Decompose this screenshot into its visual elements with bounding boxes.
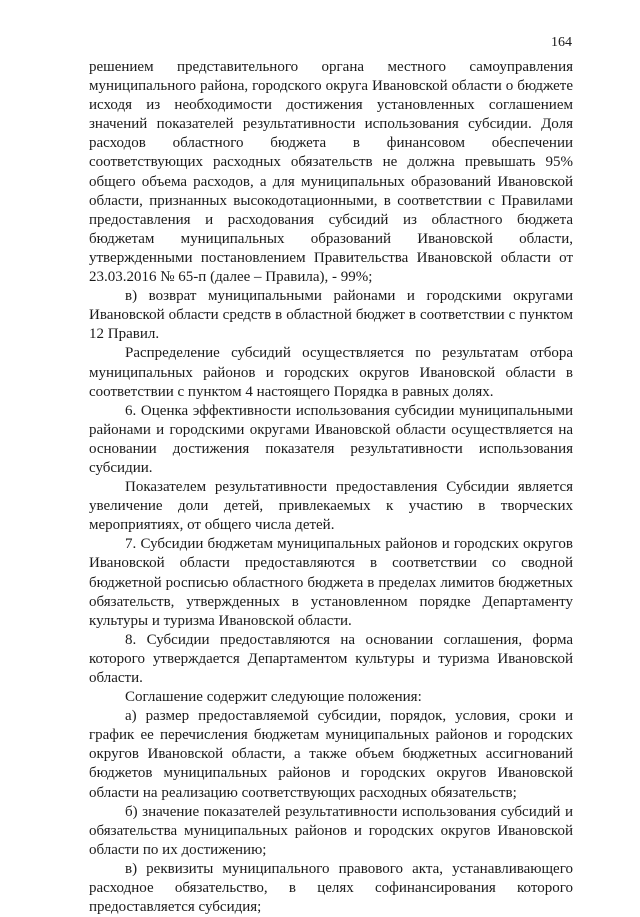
- paragraph-agreement-contents: Соглашение содержит следующие положения:: [125, 689, 422, 706]
- paragraph-7-provision: 7. Субсидии бюджетам муниципальных районов и городских округов Ивановской области предоставляются в соответствии со сводной бюджетной росписью областного бюджета в пределах лимитов бюджетных обязательств, утвержденных в установленном порядке Департаменту культуры и туризма Ивановской области.: [89, 536, 573, 629]
- paragraph-item-v-return: в) возврат муниципальными районами и городскими округами Ивановской области средств в областной бюджет в соответствии с пунктом 12 Правил.: [89, 288, 573, 343]
- paragraph-item-b: б) значение показателей результативности использования субсидий и обязательства муниципальных районов и городских округов Ивановской области по их достижению;: [89, 803, 573, 858]
- document-body: [89, 58, 573, 917]
- paragraph-8-agreement: 8. Субсидии предоставляются на основании соглашения, форма которого утверждается Департаментом культуры и туризма Ивановской области.: [89, 631, 573, 686]
- paragraph-continuation: решением представительного органа местного самоуправления муниципального района, городского округа Ивановской области о бюджете исходя из необходимости достижения установленных соглашением значений показателей результативности использования субсидии. Доля расходов областного бюджета в финансовом обеспечении соответствующих расходных обязательств не должна превышать 95% общего объема расходов, а для муниципальных образований Ивановской области, признанных высокодотационными, в соответствии с Правилами предоставления и расходования субсидий из областного бюджета бюджетам муниципальных образований Ивановской области, утвержденными постановлением Правительства Ивановской области от 23.03.2016 № 65-п (далее – Правила), - 99%;: [89, 59, 573, 286]
- paragraph-indicator: Показателем результативности предоставления Субсидии является увеличение доли детей, привлекаемых к участию в творческих мероприятиях, от общего числа детей.: [89, 479, 573, 534]
- paragraph-6-evaluation: 6. Оценка эффективности использования субсидии муниципальными районами и городскими округами Ивановской области осуществляется на основании достижения показателя результативности использования субсидии.: [89, 402, 573, 476]
- paragraph-item-a: а) размер предоставляемой субсидии, порядок, условия, сроки и график ее перечисления бюджетам муниципальных районов и городских округов Ивановской области, а также объем бюджетных ассигнований бюджетов муниципальных районов и городских округов Ивановской области на реализацию соответствующих расходных обязательств;: [89, 708, 573, 801]
- paragraph-item-v: в) реквизиты муниципального правового акта, устанавливающего расходное обязательство, в целях софинансирования которого предоставляется субсидия;: [89, 860, 573, 916]
- page-number: 164: [551, 35, 572, 50]
- paragraph-distribution: Распределение субсидий осуществляется по результатам отбора муниципальных районов и городских округов Ивановской области в соответствии с пунктом 4 настоящего Порядка в равных долях.: [89, 345, 573, 400]
